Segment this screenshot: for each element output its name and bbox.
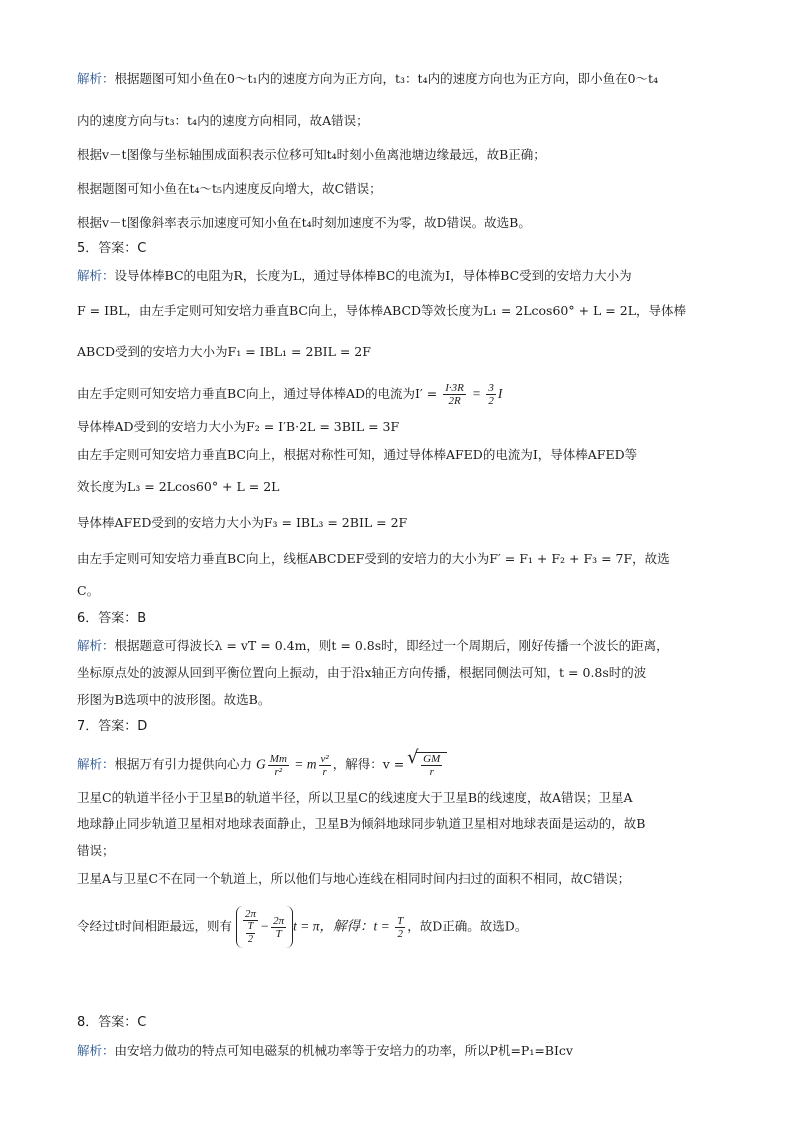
- text-line: 形图为B选项中的波形图。故选B。: [77, 692, 271, 707]
- answer-heading: 8．答案：C: [77, 1015, 147, 1030]
- analysis-line: 解析：由安培力做功的特点可知电磁泵的机械功率等于安培力的功率，所以P机=P₁=BIcv: [77, 1043, 573, 1058]
- text-line: 根据v－t图像与坐标轴围成面积表示位移可知t₄时刻小鱼离池塘边缘最远，故B正确；: [77, 147, 546, 162]
- text-line: 地球静止同步轨道卫星相对地球表面静止，卫星B为倾斜地球同步轨道卫星相对地球表面是运动的，故B: [77, 816, 646, 831]
- line-text: 由安培力做功的特点可知电磁泵的机械功率等于安培力的功率，所以P机=P₁=BIcv: [114, 1043, 573, 1058]
- text-line: 导体棒AFED受到的安培力大小为F₃ = IBL₃ = 2BIL = 2F: [77, 515, 408, 530]
- fraction: $\frac{\text{v²}}{r}$: [320, 752, 329, 778]
- square-root: √ $\frac{GM}{r}$: [416, 752, 447, 778]
- text-line: 内的速度方向与t₃：t₄内的速度方向相同，故A错误；: [77, 113, 369, 128]
- text-line: 错误；: [77, 843, 115, 858]
- line-text: 根据题意可得波长λ = vT = 0.4m，则t = 0.8s时，即经过一个周期后，刚好传播一个波长的距离，: [114, 638, 669, 653]
- line-text: 设导体棒BC的电阻为R，长度为L，通过导体棒BC的电流为I，导体棒BC受到的安培力大小为: [114, 268, 632, 283]
- analysis-label: 解析: [77, 71, 103, 86]
- analysis-label: 解析: [77, 638, 103, 653]
- text-line: 由左手定则可知安培力垂直BC向上，根据对称性可知，通过导体棒AFED的电流为I，导体棒AFED等: [77, 447, 638, 462]
- fraction: $\frac{T}{2}$: [397, 914, 404, 940]
- text-line: 卫星C的轨道半径小于卫星B的轨道半径，所以卫星C的线速度大于卫星B的线速度，故A错误；卫星A: [77, 790, 633, 805]
- text-line: 由左手定则可知安培力垂直BC向上，线框ABCDEF受到的安培力的大小为F′ = F₁ + F₂ + F₃ = 7F，故选: [77, 551, 670, 566]
- text-line: 效长度为L₃ = 2Lcos60° + L = 2L: [77, 479, 280, 494]
- analysis-label: 解析: [77, 756, 103, 772]
- analysis-line-with-formula: 解析：根据万有引力提供向心力 G $\frac{Mm}{\text{r²}}$ = m $\frac{\text{v²}}{r}$ ，解得：v = √ $\frac{GM}{r}$: [77, 752, 724, 778]
- text-line: F = IBL，由左手定则可知安培力垂直BC向上，导体棒ABCD等效长度为L₁ = 2Lcos60° + L = 2L，导体棒: [77, 303, 687, 318]
- fraction: $\frac{3}{2}$: [488, 382, 494, 407]
- text-line-with-fraction: 由左手定则可知安培力垂直BC向上，通过导体棒AD的电流为I′ = $\frac{I\cdot 3R}{2R}$ = $\frac{3}{2}$ I: [77, 382, 503, 407]
- analysis-line: 解析：设导体棒BC的电阻为R，长度为L，通过导体棒BC的电流为I，导体棒BC受到的安培力大小为: [77, 268, 632, 283]
- text-line: C。: [77, 583, 100, 598]
- answer-heading: 6．答案：B: [77, 611, 147, 626]
- analysis-line: 解析：根据题意可得波长λ = vT = 0.4m，则t = 0.8s时，即经过一个周期后，刚好传播一个波长的距离，: [77, 638, 669, 653]
- analysis-line: 解析：根据题图可知小鱼在0～t₁内的速度方向为正方向，t₃：t₄内的速度方向也为正方向，即小鱼在0～t₄: [77, 71, 659, 86]
- answer-heading: 5．答案：C: [77, 241, 147, 256]
- text-line: ABCD受到的安培力大小为F₁ = IBL₁ = 2BIL = 2F: [77, 344, 371, 359]
- text-line: 卫星A与卫星C不在同一个轨道上，所以他们与地心连线在相同时间内扫过的面积不相同，故C错误；: [77, 871, 631, 886]
- text-line: 导体棒AD受到的安培力大小为F₂ = I′B·2L = 3BIL = 3F: [77, 419, 400, 434]
- text-line: 根据题图可知小鱼在t₄～t₅内速度反向增大，故C错误；: [77, 181, 382, 196]
- line-text: 根据万有引力提供向心力: [114, 756, 253, 772]
- text-line: 坐标原点处的波源从回到平衡位置向上振动，由于沿x轴正方向传播，根据同侧法可知，t = 0.8s时的波: [77, 665, 647, 680]
- line-text: 令经过t时间相距最远，则有: [77, 918, 233, 934]
- text-line-with-formula: 令经过t时间相距最远，则有 $\frac{2\pi}{\frac{T}{2}}$ − $\frac{2\pi}{T}$ t = π，解得：t = $\frac{T}{2}$ ，故D正确。故选D。: [77, 906, 724, 948]
- line-text: 由左手定则可知安培力垂直BC向上，通过导体棒AD的电流为I′ =: [77, 386, 438, 401]
- answer-heading: 7．答案：D: [77, 719, 148, 734]
- line-text: 根据题图可知小鱼在0～t₁内的速度方向为正方向，t₃：t₄内的速度方向也为正方向，即小鱼在0～t₄: [114, 71, 659, 86]
- parenthesized-expression: $\frac{2\pi}{\frac{T}{2}}$ − $\frac{2\pi}{T}$: [236, 906, 293, 948]
- analysis-label: 解析: [77, 1043, 103, 1058]
- analysis-label: 解析: [77, 268, 103, 283]
- fraction: $\frac{Mm}{\text{r²}}$: [269, 752, 287, 778]
- fraction: $\frac{I\cdot 3R}{2R}$: [445, 382, 464, 407]
- text-line: 根据v－t图像斜率表示加速度可知小鱼在t₄时刻加速度不为零，故D错误。故选B。: [77, 215, 531, 230]
